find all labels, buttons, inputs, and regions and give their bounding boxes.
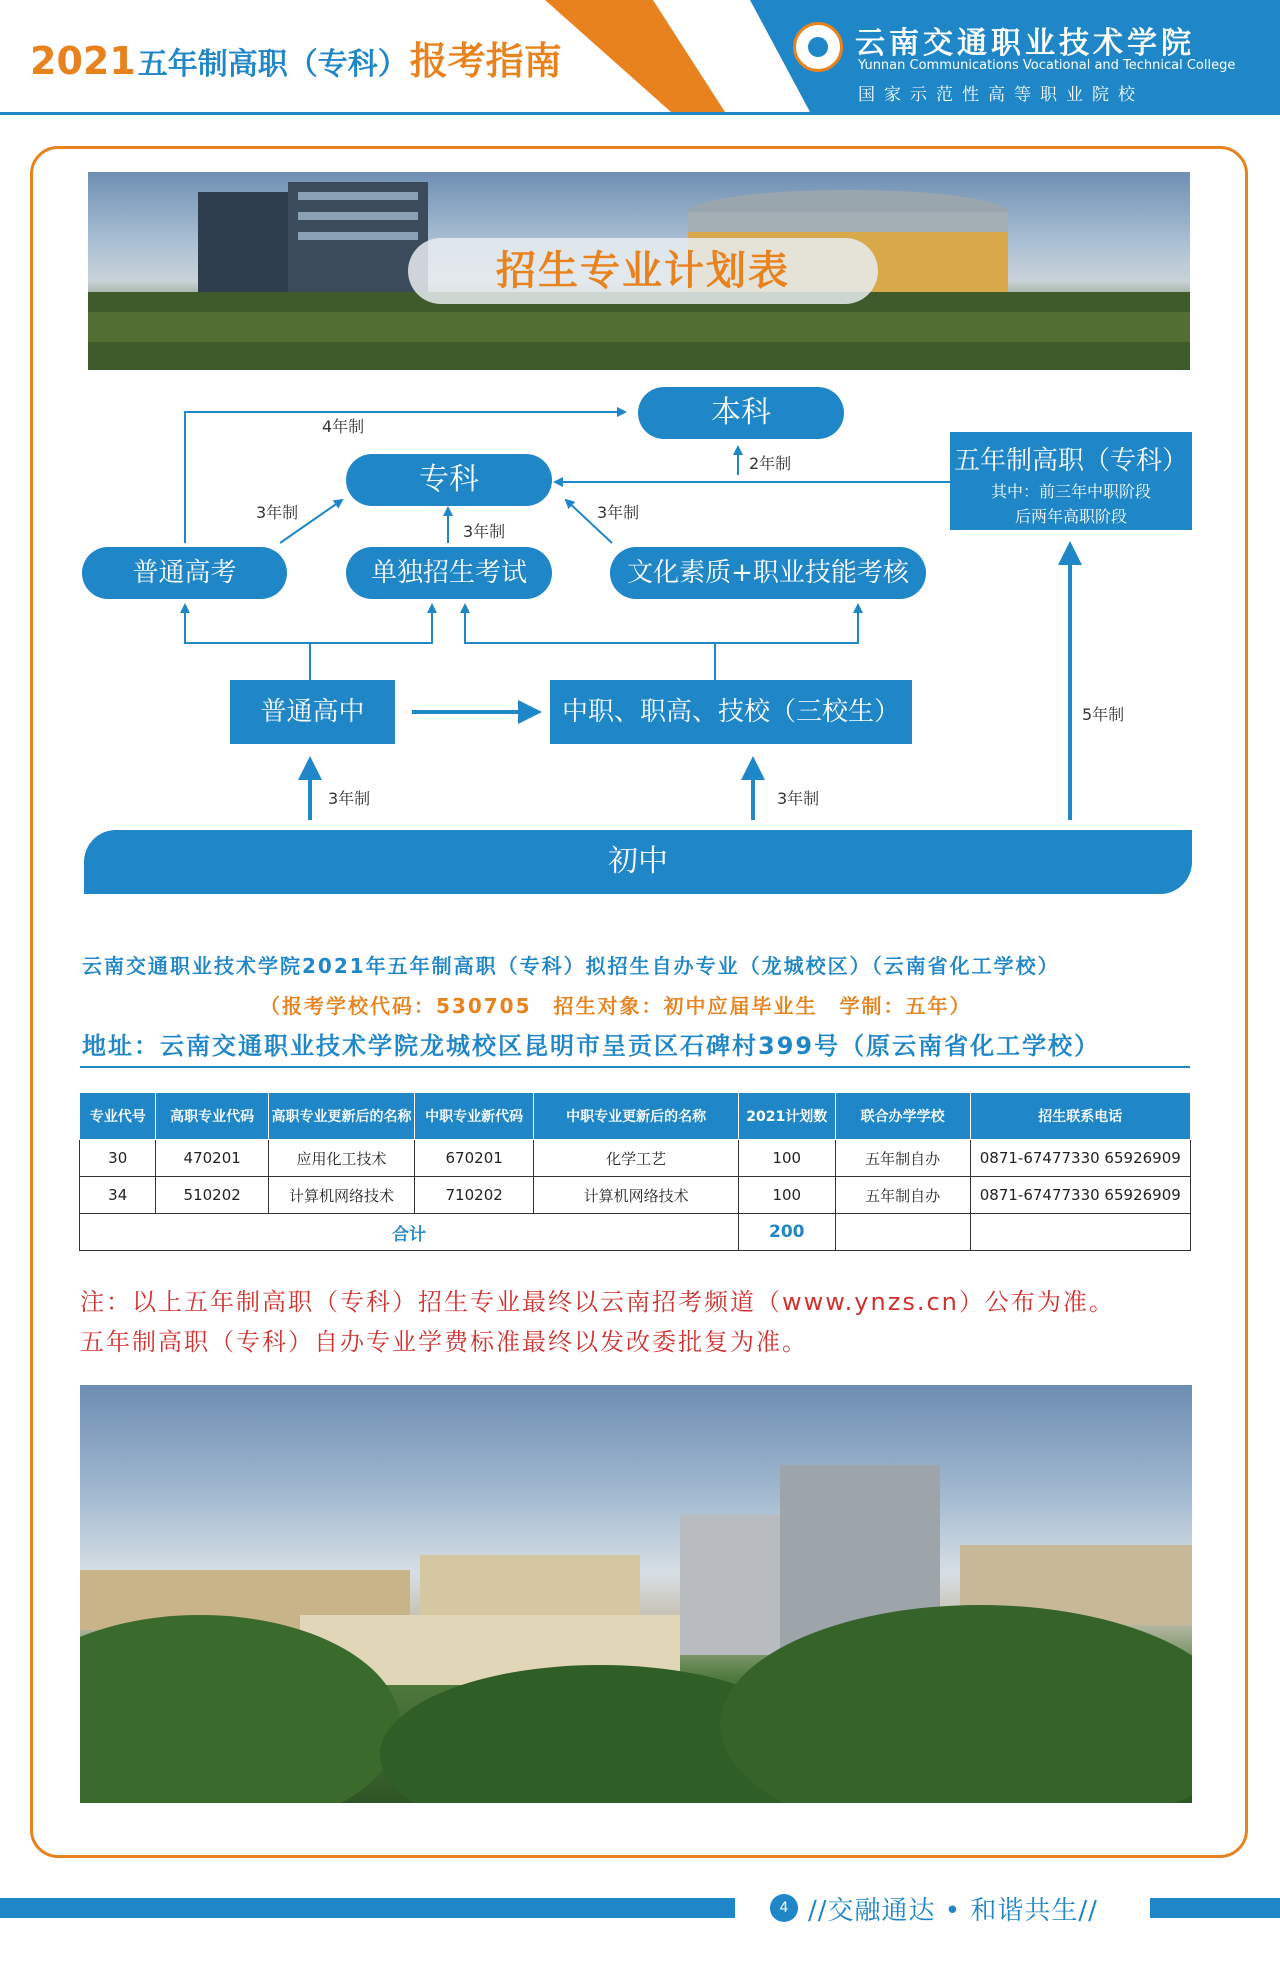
cell-gaozhi-name: 计算机网络技术 [268,1177,414,1214]
page-number: 4 [770,1894,798,1922]
cell-plan-count: 100 [738,1177,835,1214]
cell-zhongzhi-name: 计算机网络技术 [534,1177,739,1214]
cell-zhongzhi-code: 710202 [415,1177,534,1214]
cell-total-label: 合计 [80,1214,739,1251]
th-gaozhi-code: 高职专业代码 [156,1093,268,1140]
label-3year-zhongzhi: 3年制 [777,789,820,808]
label-5year: 5年制 [1082,705,1125,724]
title-year: 2021 [30,39,136,83]
label-3year-dandu: 3年制 [463,522,506,541]
th-major-no: 专业代号 [80,1093,156,1140]
table-row [80,1177,1191,1214]
node-zhuanke: 专科 [346,454,552,506]
info-enrollment-title: 云南交通职业技术学院2021年五年制高职（专科）拟招生自办专业（龙城校区）（云南省化工学校） [82,954,1060,978]
college-name-cn: 云南交通职业技术学院 [855,26,1195,61]
campus-scene [80,1385,1192,1803]
cell-total-value: 200 [738,1214,835,1251]
cell-major-no: 30 [80,1140,156,1177]
node-wunianzhi-title: 五年制高职（专科） [953,446,1188,476]
note-line-2: 五年制高职（专科）自办专业学费标准最终以发改委批复为准。 [80,1328,808,1356]
cell-gaozhi-name: 应用化工技术 [268,1140,414,1177]
cell-partner-school: 五年制自办 [835,1140,970,1177]
table-total-row [80,1214,1191,1251]
footer-bar-right [1150,1898,1280,1918]
cell-contact-phone: 0871-67477330 65926909 [970,1177,1190,1214]
title-program: 五年制高职（专科） [137,47,408,82]
cell-zhongzhi-name: 化学工艺 [534,1140,739,1177]
banner-title: 招生专业计划表 [496,248,790,294]
info-school-code: （报考学校代码：530705 招生对象：初中应届毕业生 学制：五年） [260,994,972,1018]
campus-photo [80,1385,1192,1803]
label-3year-gaozhong: 3年制 [328,789,371,808]
college-subtitle: 国家示范性高等职业院校 [858,85,1144,105]
node-putong-gaokao: 普通高考 [82,547,287,599]
node-wenhua-suzhi: 文化素质+职业技能考核 [610,547,926,599]
college-name-en: Yunnan Communications Vocational and Technical College [858,58,1236,73]
node-zhongzhi: 中职、职高、技校（三校生） [550,680,912,744]
label-3year-gaokao: 3年制 [256,503,299,522]
node-dandu-zhaosheng: 单独招生考试 [346,547,552,599]
note-line-1: 注：以上五年制高职（专科）招生专业最终以云南招考频道（www.ynzs.cn）公布为准。 [80,1288,1115,1316]
node-chuzhong: 初中 [84,830,1192,894]
cell-plan-count: 100 [738,1140,835,1177]
footer-bar-left [0,1898,735,1918]
th-plan-count: 2021计划数 [738,1093,835,1140]
cell-contact-phone: 0871-67477330 65926909 [970,1140,1190,1177]
cell-total-empty [970,1214,1190,1251]
cell-partner-school: 五年制自办 [835,1177,970,1214]
th-zhongzhi-code: 中职专业新代码 [415,1093,534,1140]
node-putong-gaozhong: 普通高中 [230,680,395,744]
th-partner-school: 联合办学学校 [835,1093,970,1140]
th-contact-phone: 招生联系电话 [970,1093,1190,1140]
cell-total-empty [835,1214,970,1251]
node-wunianzhi-note1: 其中：前三年中职阶段 [990,482,1151,501]
cell-major-no: 34 [80,1177,156,1214]
node-wunianzhi [950,432,1192,530]
footer-slogan: //交融通达 • 和谐共生// [808,1896,1098,1926]
title-guide: 报考指南 [409,39,562,83]
th-gaozhi-name: 高职专业更新后的名称 [268,1093,414,1140]
info-divider [80,1066,1190,1068]
node-wunianzhi-note2: 后两年高职阶段 [1014,507,1127,526]
node-benke: 本科 [638,387,844,439]
label-2year: 2年制 [749,454,792,473]
label-3year-wenhua: 3年制 [597,503,640,522]
table-row [80,1140,1191,1177]
th-zhongzhi-name: 中职专业更新后的名称 [534,1093,739,1140]
table-header-row [80,1093,1191,1140]
cell-gaozhi-code: 470201 [156,1140,268,1177]
enrollment-table [79,1092,1191,1251]
label-4year: 4年制 [322,417,365,436]
cell-zhongzhi-code: 670201 [415,1140,534,1177]
cell-gaozhi-code: 510202 [156,1177,268,1214]
info-address: 地址：云南交通职业技术学院龙城校区昆明市呈贡区石碑村399号（原云南省化工学校） [82,1032,1101,1060]
